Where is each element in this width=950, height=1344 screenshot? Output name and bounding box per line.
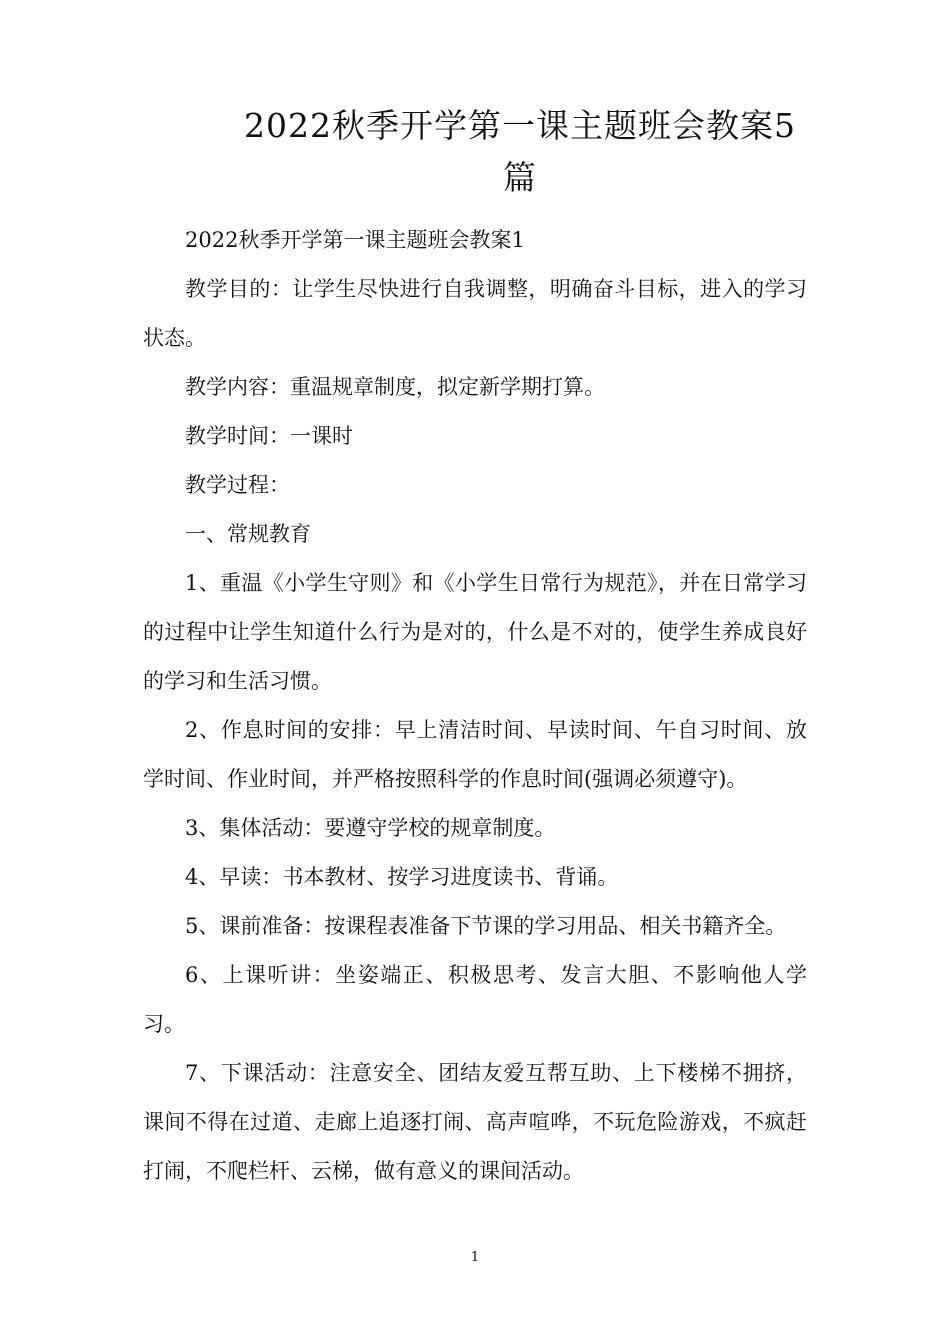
list-item: 1、重温《小学生守则》和《小学生日常行为规范》，并在日常学习的过程中让学生知道什么行为是对的，什么是不对的，使学生养成良好的学习和生活习惯。 bbox=[143, 571, 807, 693]
list-item: 7、下课活动：注意安全、团结友爱互帮互助、上下楼梯不拥挤，课间不得在过道、走廊上追逐打闹、高声喧哗，不玩危险游戏，不疯赶打闹，不爬栏杆、云梯，做有意义的课间活动。 bbox=[143, 1061, 807, 1183]
section-heading: 2022秋季开学第一课主题班会教案1 bbox=[185, 228, 525, 252]
paragraph-content: 教学内容：重温规章制度，拟定新学期打算。 bbox=[185, 375, 605, 399]
paragraph-process: 教学过程： bbox=[185, 473, 290, 497]
list-item: 6、上课听讲：坐姿端正、积极思考、发言大胆、不影响他人学习。 bbox=[143, 963, 807, 1036]
page-number: 1 bbox=[470, 1250, 480, 1265]
list-item: 4、早读：书本教材、按学习进度读书、背诵。 bbox=[185, 865, 619, 889]
paragraph-time: 教学时间：一课时 bbox=[185, 424, 353, 448]
list-item: 5、课前准备：按课程表准备下节课的学习用品、相关书籍齐全。 bbox=[185, 914, 787, 938]
list-item: 3、集体活动：要遵守学校的规章制度。 bbox=[185, 816, 556, 840]
paragraph-objective: 教学目的：让学生尽快进行自我调整，明确奋斗目标，进入的学习状态。 bbox=[143, 277, 807, 350]
document-body bbox=[143, 216, 807, 1196]
subsection-heading: 一、常规教育 bbox=[185, 522, 311, 546]
list-item: 2、作息时间的安排：早上清洁时间、早读时间、午自习时间、放学时间、作业时间，并严格按照科学的作息时间(强调必须遵守)。 bbox=[143, 718, 807, 791]
document-title: 2022秋季开学第一课主题班会教案5篇 bbox=[244, 106, 796, 197]
